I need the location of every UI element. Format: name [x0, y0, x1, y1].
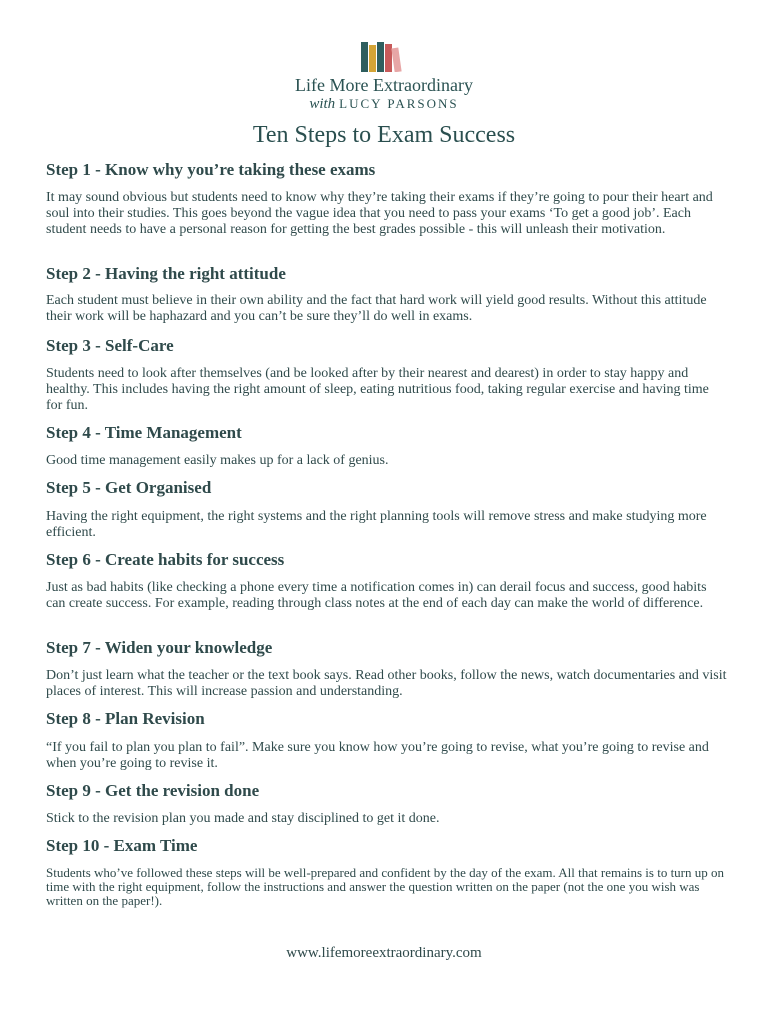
step-2-text: Each student must believe in their own ability and the fact that hard work will yield good results. Without this attitude their work will be haphazard and you can’t be sure they’ll do well in exams.	[46, 293, 707, 324]
step-8-text: “If you fail to plan you plan to fail”. Make sure you know how you’re going to revise, what you’re going to revise and when you’re going to revise it.	[46, 740, 709, 771]
step-7-text: Don’t just learn what the teacher or the text book says. Read other books, follow the news, watch documentaries and visit places of interest. This will increase passion and understanding.	[46, 668, 727, 699]
book-spine-1	[361, 42, 368, 72]
step-4-heading: Step 4 - Time Management	[46, 423, 242, 442]
step-9-heading: Step 9 - Get the revision done	[46, 781, 260, 800]
brand-name: Life More Extraordinary	[295, 75, 473, 95]
step-8-heading: Step 8 - Plan Revision	[46, 709, 205, 728]
book-spine-2	[369, 45, 376, 72]
step-6-heading: Step 6 - Create habits for success	[46, 550, 285, 569]
book-spine-4	[385, 44, 392, 72]
step-3-heading: Step 3 - Self-Care	[46, 336, 174, 355]
brand-byline	[0, 96, 768, 113]
step-4-text: Good time management easily makes up for a lack of genius.	[46, 453, 389, 468]
step-6-text: Just as bad habits (like checking a phone every time a notification comes in) can derail focus and success, good habits can create success. For example, reading through class notes at the end of each day can make the world of difference.	[46, 580, 707, 611]
step-7-heading: Step 7 - Widen your knowledge	[46, 638, 273, 657]
brand-author: LUCY PARSONS	[339, 96, 459, 111]
book-spine-3	[377, 42, 384, 72]
step-1-text: It may sound obvious but students need to know why they’re taking their exams if they’re going to pour their heart and soul into their studies. This goes beyond the vague idea that you need to pass your exams ‘To get a good job’. Each student needs to have a personal reason for getting the best grades possible - this will unleash their motivation.	[46, 190, 713, 237]
step-10-text: Students who’ve followed these steps will be well-prepared and confident by the day of the exam. All that remains is to turn up on time with the right equipment, follow the instructions and answer the question written on the paper (not the one you wish was written on the paper!).	[46, 865, 725, 908]
step-5-heading: Step 5 - Get Organised	[46, 478, 212, 497]
step-1-heading: Step 1 - Know why you’re taking these exams	[46, 160, 376, 179]
footer-url: www.lifemoreextraordinary.com	[286, 945, 482, 961]
book-spine-5	[391, 48, 401, 72]
page-title: Ten Steps to Exam Success	[252, 122, 516, 148]
step-9-text: Stick to the revision plan you made and stay disciplined to get it done.	[46, 811, 440, 826]
step-5-text: Having the right equipment, the right systems and the right planning tools will remove stress and make studying more efficient.	[46, 509, 707, 540]
books-logo-icon	[359, 42, 407, 72]
step-10-heading: Step 10 - Exam Time	[46, 836, 198, 855]
brand-with: with	[309, 96, 336, 112]
step-3-text: Students need to look after themselves (and be looked after by their nearest and dearest) in order to stay happy and healthy. This includes having the right amount of sleep, eating nutritious food, taking regular exercise and having time for fun.	[46, 366, 709, 413]
step-2-heading: Step 2 - Having the right attitude	[46, 264, 286, 283]
